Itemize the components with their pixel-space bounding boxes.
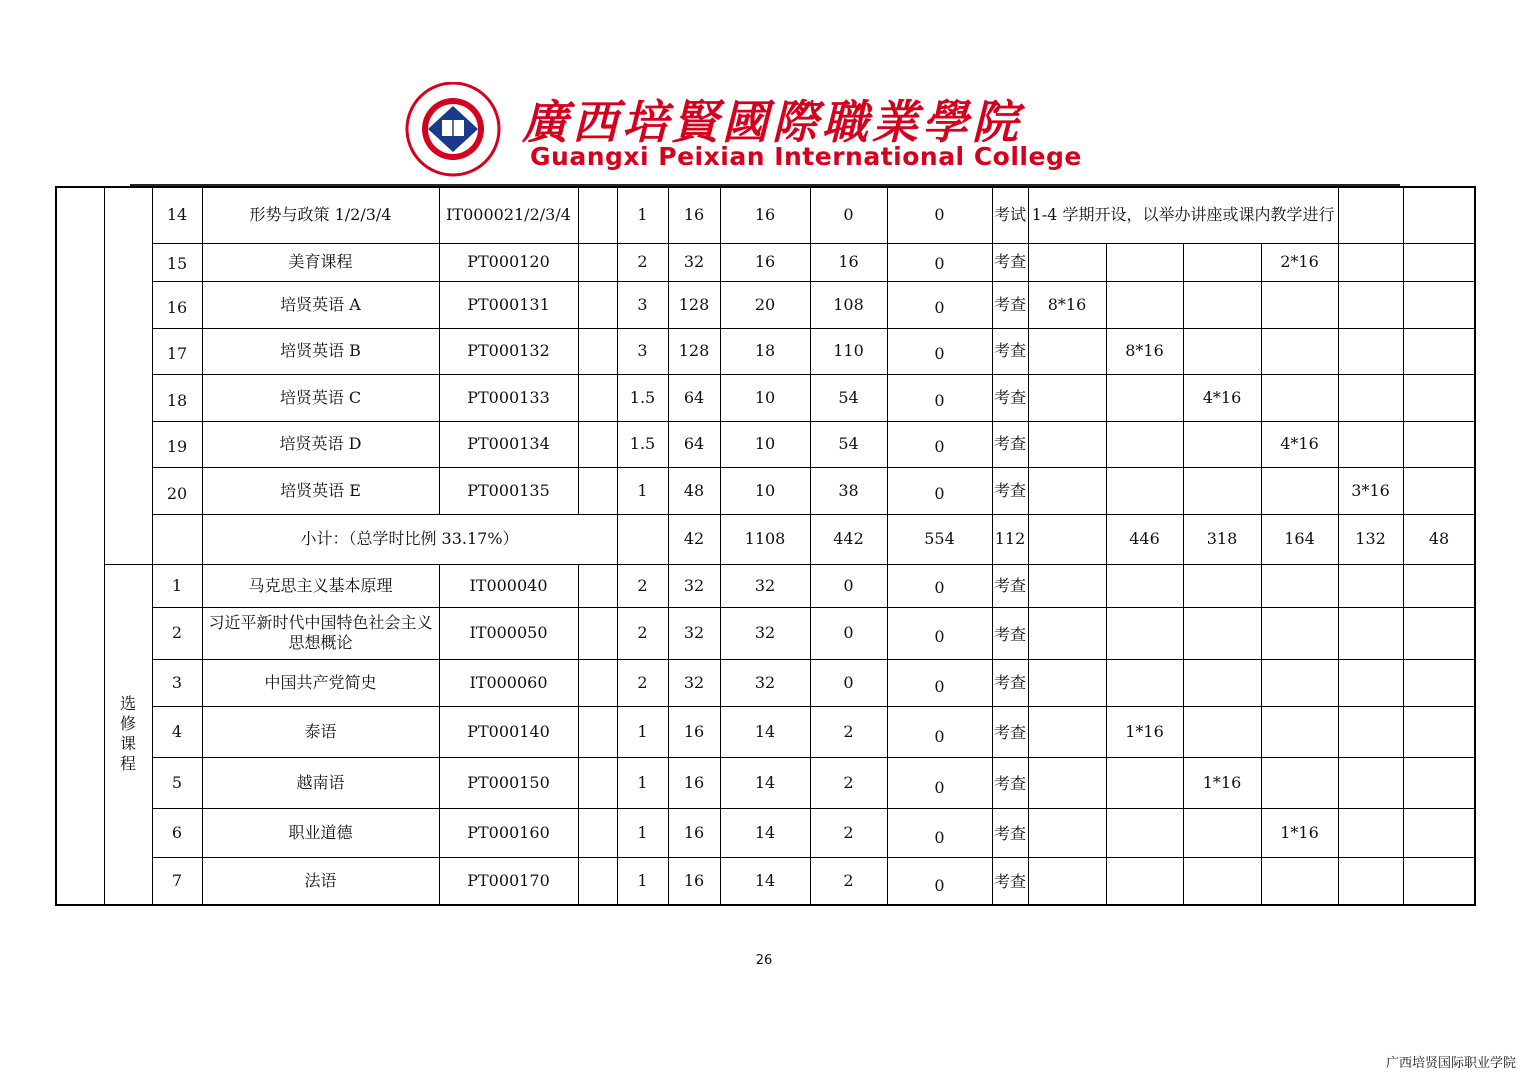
total-hours: 16 <box>668 706 720 757</box>
semester-3 <box>1183 607 1261 659</box>
extra-hours: 0 <box>887 706 992 757</box>
semester-4 <box>1261 607 1338 659</box>
extra-hours: 0 <box>887 607 992 659</box>
course-code: PT000170 <box>439 857 578 905</box>
blank-cell <box>1403 421 1475 467</box>
course-table <box>55 186 1476 906</box>
course-no: 16 <box>152 281 202 328</box>
total-hours: 64 <box>668 374 720 421</box>
semester-4: 2*16 <box>1261 243 1338 281</box>
total-hours: 16 <box>668 857 720 905</box>
credit: 3 <box>617 328 668 374</box>
course-no: 17 <box>152 328 202 374</box>
blank-cell <box>1403 374 1475 421</box>
course-name: 培贤英语 A <box>202 281 439 328</box>
blank-cell <box>578 467 617 514</box>
credit: 1 <box>617 808 668 857</box>
semester-5 <box>1338 328 1403 374</box>
extra-hours: 0 <box>887 281 992 328</box>
theory-hours: 14 <box>720 706 810 757</box>
blank-cell <box>578 281 617 328</box>
semester-2 <box>1106 607 1183 659</box>
semester-2 <box>1106 564 1183 607</box>
course-no: 4 <box>152 706 202 757</box>
course-name: 中国共产党简史 <box>202 659 439 706</box>
course-name: 泰语 <box>202 706 439 757</box>
course-no: 7 <box>152 857 202 905</box>
table-row <box>56 564 1475 607</box>
blank-cell <box>1403 328 1475 374</box>
theory-hours: 20 <box>720 281 810 328</box>
semester-2: 8*16 <box>1106 328 1183 374</box>
theory-hours: 10 <box>720 421 810 467</box>
course-no: 15 <box>152 243 202 281</box>
total-hours: 16 <box>668 808 720 857</box>
blank-cell <box>578 808 617 857</box>
exam-type: 考查 <box>992 374 1028 421</box>
total-hours: 32 <box>668 564 720 607</box>
course-no: 20 <box>152 467 202 514</box>
course-no: 19 <box>152 421 202 467</box>
semester-5 <box>1338 808 1403 857</box>
extra-hours: 0 <box>887 187 992 243</box>
blank-cell <box>1403 281 1475 328</box>
course-code: PT000131 <box>439 281 578 328</box>
total-hours: 16 <box>668 187 720 243</box>
course-code: PT000135 <box>439 467 578 514</box>
semester-5 <box>1338 607 1403 659</box>
practice-hours: 554 <box>887 514 992 564</box>
subtotal-label: 小计：（总学时比例 33.17%） <box>202 514 617 564</box>
semester-3: 164 <box>1261 514 1338 564</box>
semester-2 <box>1106 243 1183 281</box>
course-name: 越南语 <box>202 757 439 808</box>
exam-type: 考查 <box>992 757 1028 808</box>
blank-cell <box>578 374 617 421</box>
semester-4: 132 <box>1338 514 1403 564</box>
blank-cell <box>1403 757 1475 808</box>
practice-hours: 0 <box>810 659 887 706</box>
exam-type: 考查 <box>992 808 1028 857</box>
blank-cell <box>1403 659 1475 706</box>
semester-5 <box>1338 374 1403 421</box>
semester-5 <box>1338 281 1403 328</box>
course-name: 美育课程 <box>202 243 439 281</box>
semester-5 <box>1338 706 1403 757</box>
exam-type: 考查 <box>992 328 1028 374</box>
semester-4 <box>1261 857 1338 905</box>
course-name: 法语 <box>202 857 439 905</box>
course-no: 18 <box>152 374 202 421</box>
practice-hours: 2 <box>810 706 887 757</box>
page-header <box>390 82 1130 178</box>
credit: 1.5 <box>617 421 668 467</box>
semester-3 <box>1183 243 1261 281</box>
practice-hours: 54 <box>810 421 887 467</box>
credit: 3 <box>617 281 668 328</box>
semester-3 <box>1183 659 1261 706</box>
semester-3 <box>1183 857 1261 905</box>
total-hours: 32 <box>668 607 720 659</box>
theory-hours: 14 <box>720 757 810 808</box>
credit: 2 <box>617 607 668 659</box>
exam-type: 考查 <box>992 421 1028 467</box>
blank-cell <box>1403 607 1475 659</box>
college-logo <box>390 82 520 178</box>
blank-cell <box>578 564 617 607</box>
semester-3: 4*16 <box>1183 374 1261 421</box>
blank-cell <box>1403 857 1475 905</box>
exam-type: 考查 <box>992 564 1028 607</box>
credit: 2 <box>617 564 668 607</box>
semester-3: 1*16 <box>1183 757 1261 808</box>
semester-4 <box>1261 564 1338 607</box>
course-name: 形势与政策 1/2/3/4 <box>202 187 439 243</box>
semester-2 <box>1106 659 1183 706</box>
semester-1 <box>1028 374 1106 421</box>
total-hours: 32 <box>668 243 720 281</box>
semester-3 <box>1183 421 1261 467</box>
semester-1 <box>1028 659 1106 706</box>
blank-cell <box>578 757 617 808</box>
exam-type: 考查 <box>992 281 1028 328</box>
page-number: 26 <box>755 953 773 968</box>
table-row <box>56 187 1475 243</box>
extra-hours: 0 <box>887 659 992 706</box>
exam-type: 考查 <box>992 467 1028 514</box>
semester-3 <box>1183 281 1261 328</box>
practice-hours: 0 <box>810 564 887 607</box>
extra-hours: 0 <box>887 374 992 421</box>
table-row <box>56 757 1475 808</box>
practice-hours: 2 <box>810 857 887 905</box>
course-code: IT000050 <box>439 607 578 659</box>
theory-hours: 18 <box>720 328 810 374</box>
blank-cell <box>1403 467 1475 514</box>
college-name-cn: 廣西培賢國際職業學院 <box>522 95 1022 149</box>
course-no: 5 <box>152 757 202 808</box>
college-name-en: Guangxi Peixian International College <box>530 142 1082 171</box>
semester-4 <box>1261 659 1338 706</box>
extra-hours: 0 <box>887 421 992 467</box>
blank-cell <box>578 857 617 905</box>
semester-3 <box>1183 808 1261 857</box>
theory-hours: 32 <box>720 607 810 659</box>
theory-hours: 14 <box>720 857 810 905</box>
total-hours: 128 <box>668 281 720 328</box>
practice-hours: 2 <box>810 757 887 808</box>
semester-2 <box>1106 374 1183 421</box>
blank-cell <box>578 706 617 757</box>
practice-hours: 16 <box>810 243 887 281</box>
semester-1: 446 <box>1106 514 1183 564</box>
blank-cell <box>1403 187 1475 243</box>
table-row <box>56 706 1475 757</box>
theory-hours: 16 <box>720 187 810 243</box>
course-name: 培贤英语 B <box>202 328 439 374</box>
semester-2: 1*16 <box>1106 706 1183 757</box>
subcategory-cell <box>104 187 152 564</box>
total-hours: 128 <box>668 328 720 374</box>
theory-hours: 10 <box>720 467 810 514</box>
semester-5: 3*16 <box>1338 467 1403 514</box>
table-row <box>56 374 1475 421</box>
semester-1 <box>1028 243 1106 281</box>
semester-4: 1*16 <box>1261 808 1338 857</box>
course-name: 马克思主义基本原理 <box>202 564 439 607</box>
total-hours: 64 <box>668 421 720 467</box>
blank-cell <box>578 421 617 467</box>
semester-1 <box>1028 706 1106 757</box>
extra-hours: 0 <box>887 564 992 607</box>
semester-2 <box>1106 467 1183 514</box>
credit: 2 <box>617 243 668 281</box>
semester-5 <box>1338 243 1403 281</box>
blank-cell <box>1028 514 1106 564</box>
credit: 1 <box>617 757 668 808</box>
theory-hours: 10 <box>720 374 810 421</box>
extra-hours: 0 <box>887 467 992 514</box>
course-code: PT000120 <box>439 243 578 281</box>
blank-cell <box>617 514 668 564</box>
course-code: IT000040 <box>439 564 578 607</box>
semester-4 <box>1261 328 1338 374</box>
extra-hours: 0 <box>887 328 992 374</box>
extra-hours: 0 <box>887 857 992 905</box>
course-no: 14 <box>152 187 202 243</box>
semester-3 <box>1183 328 1261 374</box>
semester-1 <box>1028 757 1106 808</box>
practice-hours: 54 <box>810 374 887 421</box>
blank-cell <box>1403 564 1475 607</box>
total-hours: 48 <box>668 467 720 514</box>
semester-3 <box>1183 564 1261 607</box>
course-no: 1 <box>152 564 202 607</box>
semester-note: 1-4 学期开设，以举办讲座或课内教学进行 <box>1028 187 1338 243</box>
semester-1 <box>1028 857 1106 905</box>
course-name: 职业道德 <box>202 808 439 857</box>
exam-type: 考查 <box>992 243 1028 281</box>
course-code: PT000140 <box>439 706 578 757</box>
course-code: IT000021/2/3/4 <box>439 187 578 243</box>
subtotal-row <box>56 514 1475 564</box>
semester-5 <box>1338 857 1403 905</box>
total-hours: 16 <box>668 757 720 808</box>
practice-hours: 108 <box>810 281 887 328</box>
blank-cell <box>578 187 617 243</box>
table-row <box>56 607 1475 659</box>
semester-5: 48 <box>1403 514 1475 564</box>
course-name: 习近平新时代中国特色社会主义思想概论 <box>202 607 439 659</box>
extra-hours: 112 <box>992 514 1028 564</box>
table-row <box>56 659 1475 706</box>
elective-category-label: 选 修 课 程 <box>104 564 152 905</box>
blank-cell <box>1403 706 1475 757</box>
theory-hours: 32 <box>720 659 810 706</box>
semester-2 <box>1106 281 1183 328</box>
practice-hours: 38 <box>810 467 887 514</box>
practice-hours: 0 <box>810 187 887 243</box>
semester-5 <box>1338 659 1403 706</box>
practice-hours: 110 <box>810 328 887 374</box>
semester-2 <box>1106 421 1183 467</box>
course-code: PT000160 <box>439 808 578 857</box>
semester-4 <box>1261 467 1338 514</box>
semester-2 <box>1106 857 1183 905</box>
blank-cell <box>152 514 202 564</box>
total-hours: 32 <box>668 659 720 706</box>
table-row <box>56 857 1475 905</box>
semester-5 <box>1338 564 1403 607</box>
semester-1: 8*16 <box>1028 281 1106 328</box>
blank-cell <box>578 659 617 706</box>
semester-2 <box>1106 808 1183 857</box>
semester-1 <box>1028 607 1106 659</box>
blank-cell <box>1403 808 1475 857</box>
semester-1 <box>1028 421 1106 467</box>
course-no: 6 <box>152 808 202 857</box>
blank-cell <box>578 328 617 374</box>
semester-2: 318 <box>1183 514 1261 564</box>
practice-hours: 2 <box>810 808 887 857</box>
blank-cell <box>1403 243 1475 281</box>
credit: 1 <box>617 706 668 757</box>
credit: 2 <box>617 659 668 706</box>
semester-4: 4*16 <box>1261 421 1338 467</box>
table-row <box>56 328 1475 374</box>
table-row <box>56 281 1475 328</box>
semester-1 <box>1028 328 1106 374</box>
exam-type: 考查 <box>992 857 1028 905</box>
table-row <box>56 243 1475 281</box>
course-name: 培贤英语 C <box>202 374 439 421</box>
course-no: 2 <box>152 607 202 659</box>
course-name: 培贤英语 E <box>202 467 439 514</box>
semester-4 <box>1261 374 1338 421</box>
semester-4 <box>1261 706 1338 757</box>
exam-type: 考查 <box>992 607 1028 659</box>
practice-hours: 0 <box>810 607 887 659</box>
blank-cell <box>578 243 617 281</box>
semester-4 <box>1261 757 1338 808</box>
course-no: 3 <box>152 659 202 706</box>
credit: 1.5 <box>617 374 668 421</box>
course-code: PT000133 <box>439 374 578 421</box>
extra-hours: 0 <box>887 808 992 857</box>
theory-hours: 32 <box>720 564 810 607</box>
semester-1 <box>1028 808 1106 857</box>
semester-1 <box>1028 467 1106 514</box>
credit: 42 <box>668 514 720 564</box>
course-code: PT000150 <box>439 757 578 808</box>
credit: 1 <box>617 187 668 243</box>
semester-5 <box>1338 187 1403 243</box>
category-cell <box>56 187 104 905</box>
semester-3 <box>1183 706 1261 757</box>
theory-hours: 442 <box>810 514 887 564</box>
theory-hours: 14 <box>720 808 810 857</box>
table-row <box>56 421 1475 467</box>
credit: 1 <box>617 857 668 905</box>
theory-hours: 16 <box>720 243 810 281</box>
credit: 1 <box>617 467 668 514</box>
course-name: 培贤英语 D <box>202 421 439 467</box>
extra-hours: 0 <box>887 757 992 808</box>
extra-hours: 0 <box>887 243 992 281</box>
semester-2 <box>1106 757 1183 808</box>
semester-1 <box>1028 564 1106 607</box>
exam-type: 考查 <box>992 659 1028 706</box>
semester-5 <box>1338 757 1403 808</box>
exam-type: 考试 <box>992 187 1028 243</box>
exam-type: 考查 <box>992 706 1028 757</box>
course-code: PT000132 <box>439 328 578 374</box>
table-row <box>56 808 1475 857</box>
total-hours: 1108 <box>720 514 810 564</box>
table-row <box>56 467 1475 514</box>
course-code: IT000060 <box>439 659 578 706</box>
footer-college-name: 广西培贤国际职业学院 <box>1385 1056 1516 1071</box>
course-code: PT000134 <box>439 421 578 467</box>
semester-3 <box>1183 467 1261 514</box>
semester-4 <box>1261 281 1338 328</box>
semester-5 <box>1338 421 1403 467</box>
blank-cell <box>578 607 617 659</box>
